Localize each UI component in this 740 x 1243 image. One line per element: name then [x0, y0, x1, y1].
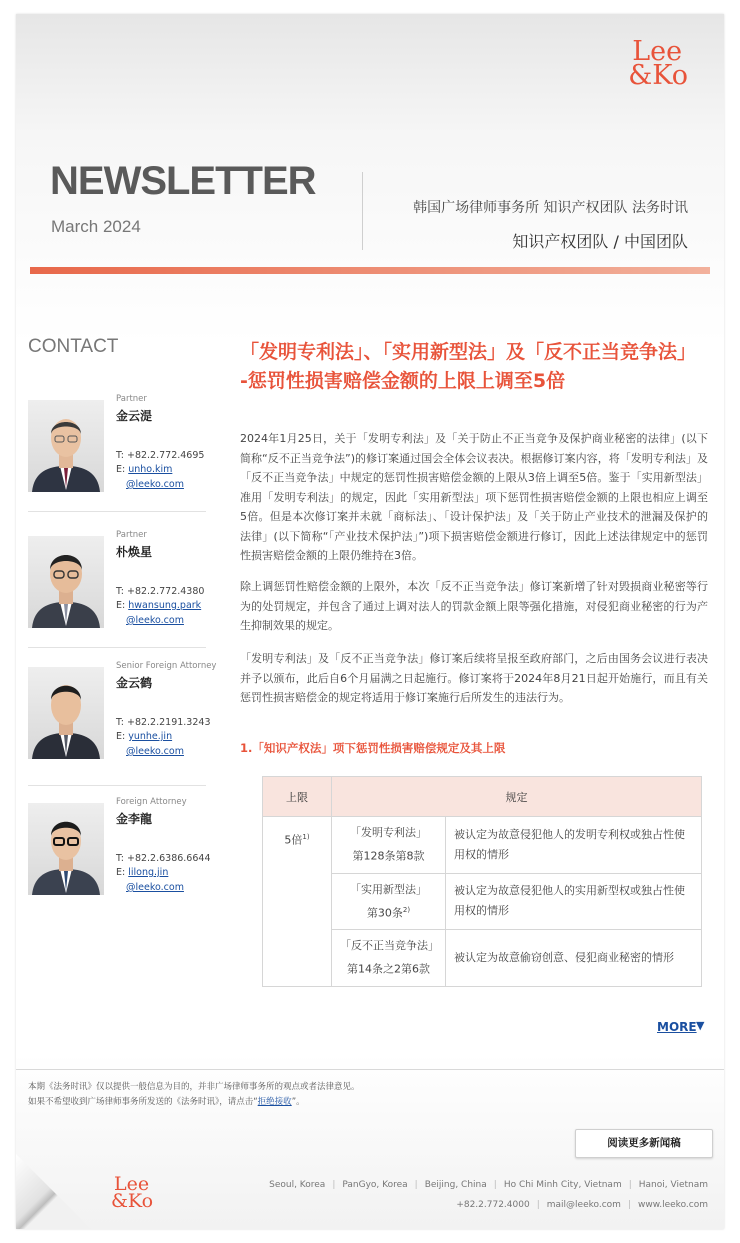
separator: | [628, 1180, 632, 1190]
header-divider [362, 172, 363, 250]
person-silhouette-icon [28, 536, 104, 628]
footnote-ref: 1) [302, 833, 310, 841]
law-article-text: 第14条之2第6款 [347, 962, 430, 976]
footer-phone: +82.2.772.4000 [456, 1200, 530, 1210]
law-cell [332, 817, 446, 874]
newsletter-title: NEWSLETTER [50, 159, 316, 203]
law-cell [332, 873, 446, 930]
email-link[interactable]: hwansung.park [128, 600, 202, 611]
person-photo [28, 400, 104, 492]
separator: | [493, 1180, 497, 1190]
email-label: E: [116, 600, 129, 611]
contact-divider [28, 647, 206, 648]
disclaimer-text: 如果不希望收到广场律师事务所发送的《法务时讯》，请点击“ [28, 1097, 258, 1107]
rule-cell: 被认定为故意偷窃创意、侵犯商业秘密的情形 [446, 930, 702, 987]
law-name: 「实用新型法」 [350, 882, 427, 896]
law-name: 「反不正当竞争法」 [340, 939, 439, 953]
limit-cell [263, 817, 332, 987]
law-article-text: 第30条 [366, 906, 403, 920]
person-photo [28, 536, 104, 628]
office-item: Ho Chi Minh City, Vietnam [503, 1180, 622, 1190]
footer-lee-ko-logo[interactable] [111, 1173, 154, 1213]
logo-line-1: Lee [114, 1173, 150, 1195]
person-phone: T: +82.2.772.4695 [116, 450, 205, 461]
header-subtitle-1: 韩国广场律师事务所 知识产权团队 法务时讯 [413, 200, 688, 216]
logo-line-1: Lee [632, 36, 683, 67]
page-curl-decoration [16, 1154, 91, 1229]
email-link[interactable]: unho.kim [128, 464, 173, 475]
separator: | [536, 1200, 540, 1210]
newsletter-page [16, 14, 724, 1229]
rule-cell: 被认定为故意侵犯他人的发明专利权或独占性使用权的情形 [446, 817, 702, 874]
footer-website-link[interactable]: www.leeko.com [637, 1200, 708, 1210]
person-silhouette-icon [28, 803, 104, 895]
email-domain-link[interactable]: @leeko.com [126, 882, 184, 893]
footer-email-link[interactable]: mail@leeko.com [546, 1200, 621, 1210]
person-photo [28, 803, 104, 895]
person-silhouette-icon [28, 400, 104, 492]
table-header-row [263, 777, 702, 817]
triangle-down-icon[interactable]: ▼ [696, 1019, 705, 1032]
separator: | [414, 1180, 418, 1190]
person-name: 朴焕星 [116, 545, 153, 559]
law-cell [332, 930, 446, 987]
contact-heading: CONTACT [28, 336, 119, 357]
footnote-ref: 2) [402, 905, 411, 914]
person-email [116, 731, 172, 742]
article-paragraph: 2024年1月25日，关于「发明专利法」及「关于防止不正当竞争及保护商业秘密的法律」(以下简称“反不正当竞争法”)的修订案通过国会全体会议表决。根据修订案内容，将「发明专利法」及「反不正当竞争法」中规定的惩罚性损害赔偿金额的上限从3倍上调至5倍。鉴于「实用新型法」准用「发明专利法」的规定，因此「实用新型法」项下惩罚性损害赔偿金额的上限也相应上调至5倍。但是本次修订案并未就「商标法」、「设计保护法」及「关于防止产业技术的泄漏及保护的法律」(以下简称“「产业技术保护法」”)项下损害赔偿金额进行修订，因此上述法律规定中的惩罚性损害赔偿金额的上限仍维持在3倍。 [240, 432, 708, 562]
section-heading: 1.「知识产权法」项下惩罚性损害赔偿规定及其上限 [240, 741, 506, 755]
person-photo [28, 667, 104, 759]
email-label: E: [116, 464, 129, 475]
logo-line-2: &Ko [111, 1190, 154, 1213]
article-title-line-2: -惩罚性损害赔偿金额的上限上调至5倍 [240, 370, 566, 392]
footer-contacts [456, 1200, 708, 1210]
person-role: Partner [116, 530, 147, 540]
damages-table [262, 776, 702, 987]
law-article [340, 843, 437, 867]
email-link[interactable]: lilong.jin [128, 867, 169, 878]
person-email [116, 867, 168, 878]
office-item: Beijing, China [424, 1180, 487, 1190]
article-paragraph: 「发明专利法」及「反不正当竞争法」修订案后续将呈报至政府部门，之后由国务会议进行表决并予以颁布，此后自6个月届满之日起施行。修订案将于2024年8月21日起开始施行，而且有关惩罚性损害赔偿金的规定将适用于修订案施行后所发生的违法行为。 [240, 652, 708, 704]
email-link[interactable]: yunhe.jin [128, 731, 173, 742]
person-name: 金云湜 [116, 409, 153, 423]
person-phone: T: +82.2.6386.6644 [116, 853, 211, 864]
rule-cell: 被认定为故意侵犯他人的实用新型权或独占性使用权的情形 [446, 873, 702, 930]
law-article-text: 第128条第8款 [352, 849, 425, 863]
disclaimer-line-1: 本期《法务时讯》仅以提供一般信息为目的，并非广场律师事务所的观点或者法律意见。 [28, 1082, 360, 1092]
limit-value: 5倍 [284, 833, 303, 847]
unsubscribe-link[interactable]: 拒绝接收 [257, 1097, 292, 1107]
read-more-news-button[interactable]: 阅读更多新闻稿 [575, 1129, 713, 1158]
person-phone: T: +82.2.772.4380 [116, 586, 205, 597]
column-header-limit: 上限 [263, 777, 332, 817]
person-email [116, 600, 201, 611]
person-name: 金云鹤 [116, 676, 153, 690]
table-row [263, 817, 702, 874]
footer-divider [16, 1069, 724, 1070]
email-label: E: [116, 867, 129, 878]
person-phone: T: +82.2.2191.3243 [116, 717, 211, 728]
column-header-rule: 规定 [332, 777, 702, 817]
law-name: 「发明专利法」 [350, 826, 427, 839]
law-article [340, 956, 437, 980]
issue-date: March 2024 [51, 217, 141, 236]
email-domain-link[interactable]: @leeko.com [126, 615, 184, 626]
email-domain-link[interactable]: @leeko.com [126, 746, 184, 757]
lee-ko-logo[interactable] [628, 36, 688, 92]
office-locations [269, 1180, 708, 1190]
person-role: Partner [116, 394, 147, 404]
article-title-line-1: 「发明专利法」、「实用新型法」及「反不正当竞争法」 [240, 341, 697, 363]
office-item: Hanoi, Vietnam [638, 1180, 708, 1190]
email-label: E: [116, 731, 129, 742]
accent-bar [30, 267, 710, 274]
disclaimer-text: ”。 [291, 1097, 305, 1107]
logo-line-2: &Ko [628, 60, 688, 92]
header-subtitle-2: 知识产权团队 / 中国团队 [512, 232, 688, 251]
article-title [240, 338, 715, 396]
person-role: Foreign Attorney [116, 797, 187, 807]
contact-divider [28, 511, 206, 512]
article-paragraph: 除上调惩罚性赔偿金额的上限外，本次「反不正当竞争法」修订案新增了针对毁损商业秘密等行为的处罚规定，并包含了通过上调对法人的罚款金额上限等强化措施，对侵犯商业秘密的行为产生抑制效果的规定。 [240, 580, 708, 632]
separator: | [332, 1180, 336, 1190]
email-domain-link[interactable]: @leeko.com [126, 479, 184, 490]
law-article [340, 900, 437, 924]
office-item: PanGyo, Korea [342, 1180, 408, 1190]
disclaimer-line-2 [28, 1095, 305, 1107]
person-name: 金李龍 [116, 812, 153, 826]
separator: | [627, 1200, 631, 1210]
person-email [116, 464, 172, 475]
person-role: Senior Foreign Attorney [116, 661, 217, 671]
contact-divider [28, 785, 206, 786]
person-silhouette-icon [28, 667, 104, 759]
office-item: Seoul, Korea [269, 1180, 326, 1190]
more-link[interactable]: MORE [657, 1020, 697, 1034]
